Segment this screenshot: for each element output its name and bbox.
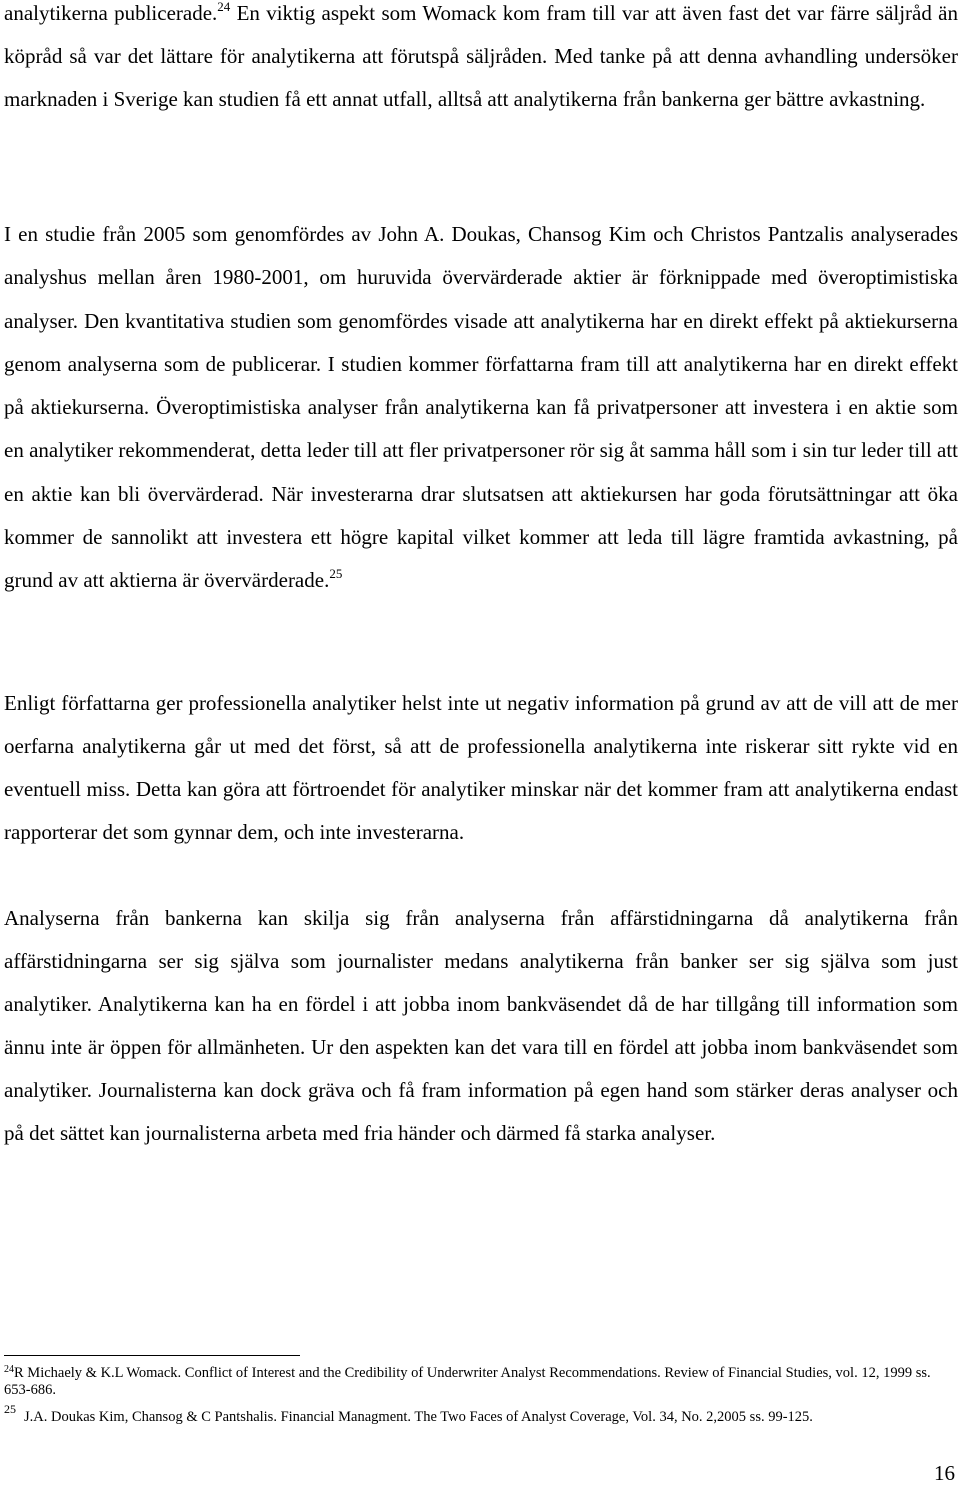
paragraph-1-text-a: analytikerna publicerade. <box>4 1 218 25</box>
footnote-25-text: J.A. Doukas Kim, Chansog & C Pantshalis. Financial Managment. The Two Faces of Analyst Coverage, Vol. 34, No. 2,2005 ss. 99-125. <box>24 1409 813 1425</box>
paragraph-1-text-b: En viktig aspekt som Womack kom fram till var att även fast det var färre säljråd än köpråd så var det lättare för analytikerna att förutspå säljråden. Med tanke på att denna avhandling undersöker marknaden i Sverige kan studien få ett annat utfall, alltså att analytikerna från bankerna ger bättre avkastning. <box>4 1 958 111</box>
paragraph-2-text: I en studie från 2005 som genomfördes av John A. Doukas, Chansog Kim och Christos Pantzalis analyserades analyshus mellan åren 1980-2001, om huruvida övervärderade aktier är förknippade med överoptimistiska analyser. Den kvantitativa studien som genomfördes visade att analytikerna har en direkt effekt på aktiekurserna genom analyserna som de publicerar. I studien kommer författarna fram till att analytikerna har en direkt effekt på aktiekurserna. Överoptimistiska analyser från analytikerna kan få privatpersoner att investera i en aktie som en analytiker rekommenderat, detta leder till att fler privatpersoner rör sig åt samma håll som i sin tur leder till att en aktie kan bli övervärderad. När investerarna drar slutsatsen att aktiekursen har goda förutsättningar att öka kommer de sannolikt att investera ett högre kapital vilket kommer att leda till lägre framtida avkastning, på grund av att aktierna är övervärderade. <box>4 222 958 593</box>
footnote-25-mark: 25 <box>4 1402 16 1416</box>
footnote-divider <box>4 1355 300 1356</box>
paragraph-1 <box>4 0 958 121</box>
footnote-24 <box>4 1365 958 1399</box>
paragraph-4: Analyserna från bankerna kan skilja sig från analyserna från affärstidningarna då analytikerna från affärstidningarna ser sig själva som journalister medans analytikerna från banker ser sig själva som just analytiker. Analytikerna kan ha en fördel i att jobba inom bankväsendet då de har tillgång till information som ännu inte är öppen för allmänheten. Ur den aspekten kan det vara till en fördel att jobba inom bankväsendet som analytiker. Journalisterna kan dock gräva och få fram information på egen hand som stärker deras analyser och på det sättet kan journalisterna arbeta med fria händer och därmed få starka analyser. <box>4 906 958 1145</box>
footnote-24-text: R Michaely & K.L Womack. Conflict of Interest and the Credibility of Underwriter Analyst Recommendations. Review of Financial Studies, vol. 12, 1999 ss. 653-686. <box>4 1365 931 1398</box>
footnote-ref-25[interactable]: 25 <box>329 566 343 582</box>
footnote-ref-24[interactable]: 24 <box>217 0 231 14</box>
paragraph-2 <box>4 213 958 603</box>
paragraph-3: Enligt författarna ger professionella analytiker helst inte ut negativ information på grund av att de vill att de mer oerfarna analytikerna går ut med det först, så att de professionella analytikerna inte riskerar sitt rykte vid en eventuell miss. Detta kan göra att förtroendet för analytiker minskar när det kommer fram att analytikerna endast rapporterar det som gynnar dem, och inte investerarna. <box>4 691 958 844</box>
footnote-25 <box>4 1402 958 1426</box>
footnote-24-mark: 24 <box>4 1364 14 1375</box>
page-number: 16 <box>934 1461 955 1485</box>
